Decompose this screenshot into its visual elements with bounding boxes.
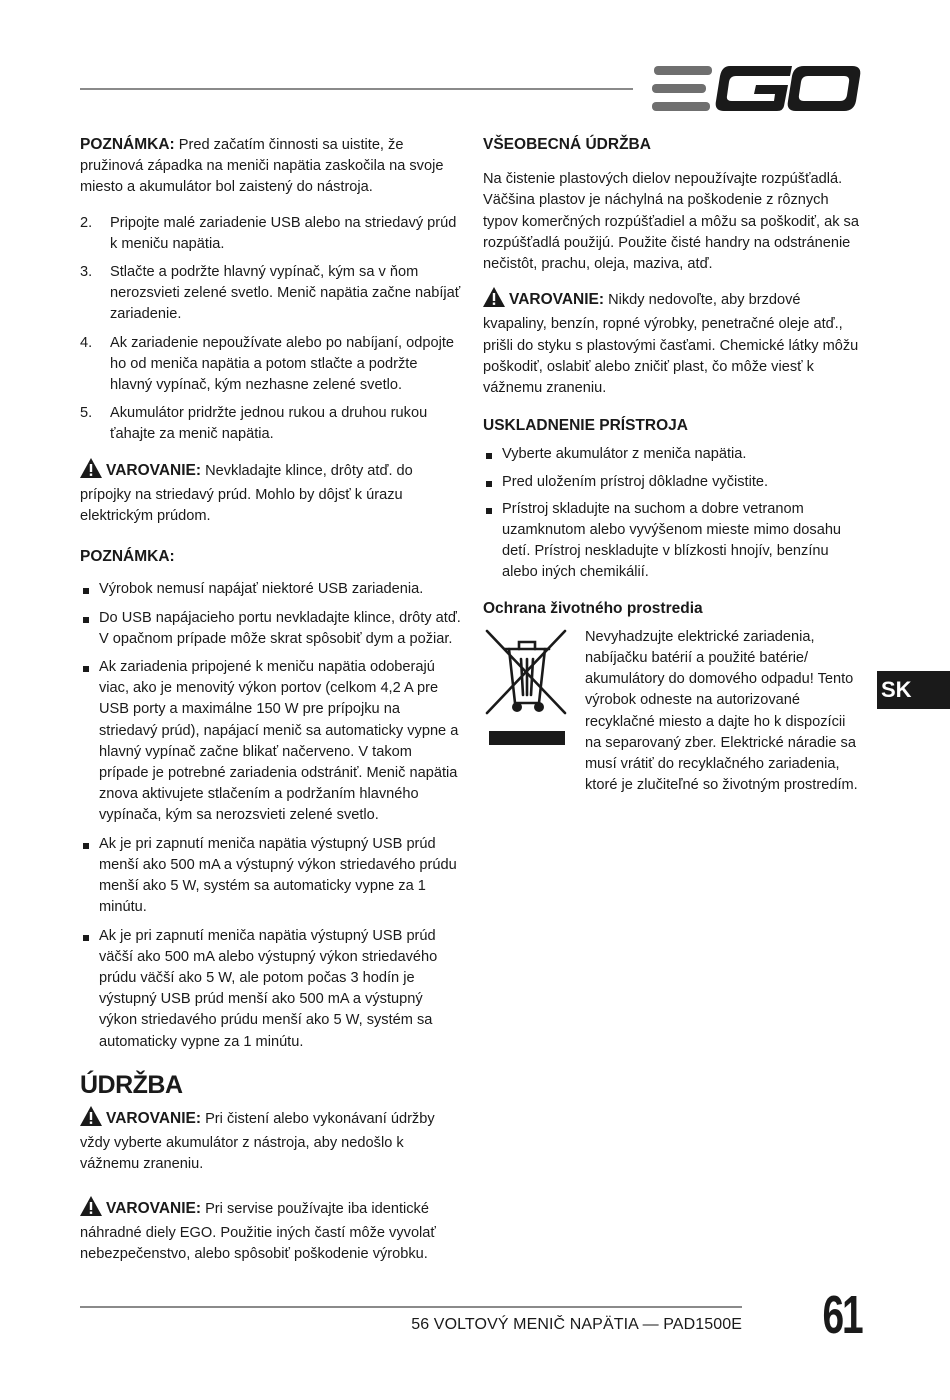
- list-item: [483, 472, 861, 493]
- general-maintenance-heading: VŠEOBECNÁ ÚDRŽBA: [483, 136, 651, 153]
- maintenance-heading: ÚDRŽBA: [80, 1070, 183, 1099]
- warning-icon: [80, 1196, 102, 1223]
- step-text: Ak zariadenie nepoužívate alebo po nabíjaní, odpojte ho od meniča napätia a potom stlačte a podržte hlavný vypínač, kým nezhasne zelené svetlo.: [110, 334, 455, 394]
- right-column: [483, 134, 861, 796]
- list-item: [80, 608, 462, 650]
- note-heading: POZNÁMKA:: [80, 548, 175, 566]
- storage-heading: USKLADNENIE PRÍSTROJA: [483, 417, 688, 435]
- warning-label: VAROVANIE:: [106, 461, 202, 479]
- crossed-bin-icon: [483, 627, 567, 797]
- step-item: [80, 213, 462, 255]
- step-text: Akumulátor pridržte jednou rukou a druhou rukou ťahajte za menič napätia.: [110, 405, 428, 443]
- warning-paragraph: [483, 287, 861, 399]
- environment-text: Nevyhadzujte elektrické zariadenia, nabíjačku batérií a použité batérie/ akumulátory do domového odpadu! Tento výrobok odneste na autorizované recyklačné miesto a dajte ho k dispozícii na separovaný zber. Elektrické náradie sa musí vrátiť do recyklačného zariadenia, ktoré je zlučiteľné so životným prostredím.: [585, 628, 858, 794]
- warning-text: Pri servise používajte iba identické náhradné diely EGO. Použitie iných častí môže vyvolať nebezpečenstvo, alebo spôsobiť poškodenie výrobku.: [80, 1200, 436, 1262]
- step-item: [80, 403, 462, 445]
- step-text: Pripojte malé zariadenie USB alebo na striedavý prúd k meniču napätia.: [110, 214, 457, 252]
- step-text: Stlačte a podržte hlavný vypínač, kým sa v ňom nerozsvieti zelené svetlo. Menič napätia začne nabíjať zariadenie.: [110, 264, 461, 323]
- bullet-icon: [80, 579, 99, 600]
- list-item-text: Ak je pri zapnutí meniča napätia výstupný USB prúd väčší ako 500 mA alebo výstupný výkon striedavého prúdu väčší ako 5 W, ale potom počas 3 hodín je výstupný USB prúd menší ako 500 mA a výstupný výkon striedavého prúdu menší ako 5 W, systém sa automaticky vypne za 1 minútu.: [99, 927, 438, 1050]
- bullet-icon: [80, 608, 99, 650]
- list-item: [80, 579, 462, 600]
- list-item-text: Výrobok nemusí napájať niektoré USB zariadenia.: [99, 581, 424, 598]
- step-number: 5.: [80, 405, 93, 422]
- steps-list: [80, 213, 462, 446]
- language-tab: SK: [877, 671, 950, 709]
- list-item-text: Vyberte akumulátor z meniča napätia.: [502, 446, 747, 463]
- bullet-icon: [80, 657, 99, 827]
- left-column: [80, 134, 462, 1265]
- list-item: [80, 657, 462, 827]
- warning-paragraph: [80, 1106, 462, 1176]
- note-bullet-list: [80, 579, 462, 1052]
- environment-block: [483, 627, 861, 797]
- bullet-icon: [80, 926, 99, 1053]
- warning-icon: [80, 458, 102, 485]
- bullet-icon: [483, 499, 502, 584]
- list-item-text: Ak zariadenia pripojené k meniču napätia odoberajú viac, ako je menovitý výkon portov (celkom 4,2 A pre USB porty a maximálne 150 W pre prípojku na striedavý prúd), napájací menič sa automaticky vypne a hlavný vypínač začne blikať načerveno. V takom prípade je potrebné zariadenia odstrániť. Menič napätia znova aktivujete stlačením a podržaním hlavného vypínača, kým sa nerozsvieti zelené svetlo.: [99, 659, 459, 824]
- step-number: 2.: [80, 214, 93, 231]
- note-paragraph: [80, 134, 462, 199]
- step-number: 3.: [80, 264, 93, 281]
- footer-title: 56 VOLTOVÝ MENIČ NAPÄTIA — PAD1500E: [411, 1316, 742, 1333]
- list-item-text: Prístroj skladujte na suchom a dobre vetranom uzamknutom alebo vyvýšenom mieste mimo dosahu detí. Prístroj neskladujte v blízkosti hnojív, benzínu alebo iných chemikálií.: [502, 500, 842, 581]
- list-item-text: Pred uložením prístroj dôkladne vyčistite.: [502, 473, 769, 490]
- warning-label: VAROVANIE:: [106, 1109, 202, 1127]
- warning-icon: [80, 1106, 102, 1133]
- footer-rule: [80, 1306, 742, 1308]
- list-item: [483, 444, 861, 465]
- header-rule: [80, 88, 633, 90]
- list-item: [80, 834, 462, 919]
- warning-paragraph: [80, 1196, 462, 1266]
- note-label: POZNÁMKA:: [80, 136, 175, 153]
- warning-text: Pri čistení alebo vykonávaní údržby vždy vyberte akumulátor z nástroja, aby nedošlo k vážnemu zraneniu.: [80, 1110, 435, 1173]
- page-number: 61: [822, 1285, 862, 1345]
- warning-icon: [483, 287, 505, 314]
- storage-list: [483, 444, 861, 583]
- note-text: Pred začatím činnosti sa uistite, že pružinová západka na meniči napätia zaskočila na svoje miesto a akumulátor bol zaistený do nástroja.: [80, 137, 444, 196]
- warning-label: VAROVANIE:: [509, 291, 605, 309]
- step-item: [80, 262, 462, 326]
- warning-text: Nikdy nedovoľte, aby brzdové kvapaliny, benzín, ropné výrobky, penetračné oleje atď., prišli do styku s plastovými časťami. Chemické látky môžu poškodiť, oslabiť alebo zničiť plast, čo môže viesť k vážnemu zraneniu.: [483, 292, 859, 397]
- step-number: 4.: [80, 334, 93, 351]
- warning-paragraph: [80, 458, 462, 528]
- warning-text: Nevkladajte klince, drôty atď. do prípojky na striedavý prúd. Mohlo by dôjsť k úrazu elektrickým prúdom.: [80, 462, 413, 525]
- bullet-icon: [483, 444, 502, 465]
- list-item: [483, 499, 861, 584]
- bullet-icon: [80, 834, 99, 919]
- environment-heading: Ochrana životného prostredia: [483, 599, 703, 617]
- bullet-icon: [483, 472, 502, 493]
- ego-logo: [652, 64, 862, 119]
- list-item-text: Do USB napájacieho portu nevkladajte klince, drôty atď. V opačnom prípade môže skrat spôsobiť dym a požiar.: [99, 609, 461, 647]
- general-maintenance-text: Na čistenie plastových dielov nepoužívajte rozpúšťadlá. Väčšina plastov je náchylná na poškodenie z rôznych typov komerčných rozpúšťadiel a môžu sa poškodiť, ak sa rozpúšťadlá použijú. Použite čisté handry na odstránenie nečistôt, prachu, oleja, maziva, atď.: [483, 171, 859, 273]
- step-item: [80, 333, 462, 397]
- list-item-text: Ak je pri zapnutí meniča napätia výstupný USB prúd menší ako 500 mA a výstupný výkon striedavého prúdu menší ako 5 W, systém sa automaticky vypne za 1 minútu.: [99, 835, 457, 916]
- warning-label: VAROVANIE:: [106, 1199, 202, 1217]
- list-item: [80, 926, 462, 1053]
